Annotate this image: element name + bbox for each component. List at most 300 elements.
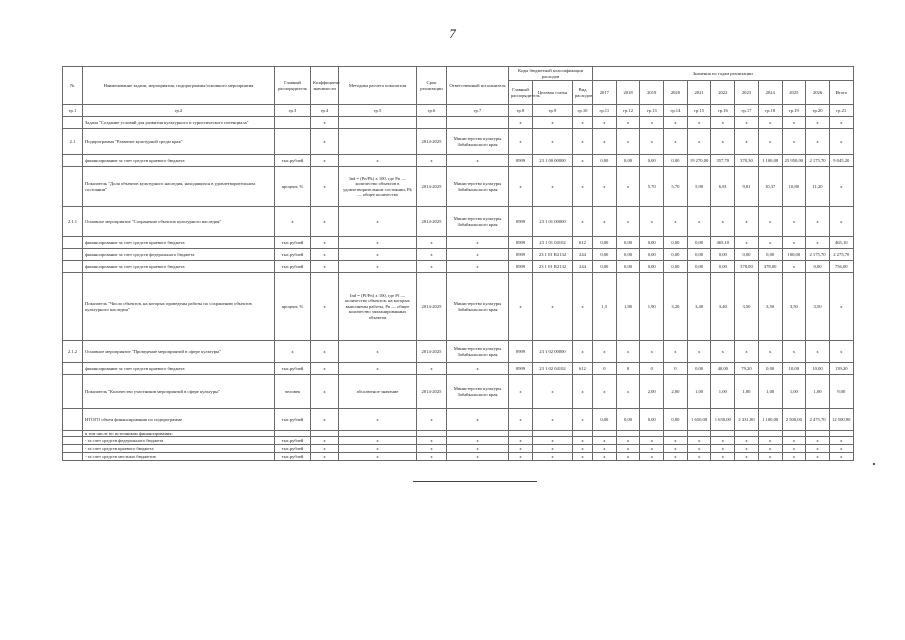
- row-value: x: [829, 341, 853, 363]
- row-value: x: [806, 207, 830, 237]
- row-num: [63, 375, 83, 409]
- row-value: x: [687, 207, 711, 237]
- row-num: [63, 261, 83, 273]
- row-value: 3,50: [758, 273, 782, 341]
- row-value: x: [758, 445, 782, 453]
- row-method: x: [339, 341, 417, 363]
- table-row: [63, 437, 854, 445]
- row-name: Показатель "Число объектов, на которых проведены работы по сохранению объектов культурного наследия": [83, 273, 275, 341]
- program-table: [62, 66, 854, 461]
- header-year: 2020: [664, 81, 688, 105]
- row-name: Задача "Создание условий для развития культурного и туристического потенциала": [83, 117, 275, 129]
- row-value: x: [829, 167, 853, 207]
- row-value: 0,00: [593, 249, 617, 261]
- row-value: 9,81: [735, 167, 759, 207]
- row-vr: x: [573, 409, 593, 431]
- row-exec: x: [447, 155, 509, 167]
- row-num: [63, 409, 83, 431]
- row-value: 3,40: [711, 273, 735, 341]
- row-method: x: [339, 363, 417, 375]
- row-value: x: [616, 117, 640, 129]
- row-value: 1,00: [758, 375, 782, 409]
- row-value: 1,5: [593, 273, 617, 341]
- row-value: x: [616, 437, 640, 445]
- header-year: 2017: [593, 81, 617, 105]
- row-coef: x: [311, 437, 339, 445]
- row-value: x: [735, 341, 759, 363]
- row-value: x: [806, 129, 830, 155]
- row-coef: x: [311, 453, 339, 461]
- column-number: гр.16: [711, 105, 735, 117]
- row-value: x: [664, 207, 688, 237]
- row-grbs: x: [509, 117, 533, 129]
- row-name: Показатель "Количество участников мероприятий в сфере культуры": [83, 375, 275, 409]
- row-vr: x: [573, 207, 593, 237]
- row-value: x: [711, 445, 735, 453]
- row-grbs: 0909: [509, 207, 533, 237]
- row-num: 2.1.2: [63, 341, 83, 363]
- row-value: 0,00: [711, 261, 735, 273]
- row-period: 2014-2025: [417, 129, 447, 155]
- row-period: 2014-2025: [417, 207, 447, 237]
- row-vr: 244: [573, 261, 593, 273]
- row-csr: 23 1 01 R2132: [533, 261, 573, 273]
- row-value: x: [735, 129, 759, 155]
- row-num: [63, 117, 83, 129]
- mark-dot: [873, 463, 875, 465]
- row-grbs: x: [509, 273, 533, 341]
- header-resp: Главный распорядитель: [275, 67, 311, 105]
- column-number: гр.12: [616, 105, 640, 117]
- row-value: x: [735, 237, 759, 249]
- row-value: x: [687, 437, 711, 445]
- row-csr: 23 1 01 04102: [533, 237, 573, 249]
- table-row: [63, 375, 854, 409]
- row-value: 0,00: [664, 409, 688, 431]
- row-value: 0,00: [687, 237, 711, 249]
- row-value: x: [616, 207, 640, 237]
- row-method: [339, 117, 417, 129]
- table-row: [63, 341, 854, 363]
- row-num: [63, 167, 83, 207]
- header-year: 2019: [640, 81, 664, 105]
- header-period: Срок реализации: [417, 67, 447, 105]
- row-value: x: [640, 341, 664, 363]
- row-value: x: [687, 453, 711, 461]
- row-vr: x: [573, 129, 593, 155]
- row-value: x: [806, 341, 830, 363]
- row-vr: x: [573, 117, 593, 129]
- row-value: 1 650,00: [711, 409, 735, 431]
- row-grbs: x: [509, 437, 533, 445]
- row-value: 9 045,20: [829, 155, 853, 167]
- row-value: 2,00: [640, 375, 664, 409]
- row-num: [63, 453, 83, 461]
- column-number: гр.13: [640, 105, 664, 117]
- row-value: 1,00: [735, 375, 759, 409]
- row-num: 2.1: [63, 129, 83, 155]
- row-value: x: [616, 375, 640, 409]
- header-codes: Коды бюджетной классификации расходов: [509, 67, 593, 81]
- row-name: финансирование за счет средств краевого бюджета: [83, 237, 275, 249]
- header-year: 2026: [806, 81, 830, 105]
- row-grbs: 0909: [509, 261, 533, 273]
- row-value: x: [735, 445, 759, 453]
- row-csr: 23 1 00 00000: [533, 155, 573, 167]
- row-exec: Министерство культуры Забайкальского края: [447, 207, 509, 237]
- row-value: 0,00: [664, 155, 688, 167]
- row-unit: тыс.рублей: [275, 445, 311, 453]
- row-value: x: [687, 117, 711, 129]
- row-unit: процент, %: [275, 273, 311, 341]
- row-value: 19 270,00: [687, 155, 711, 167]
- row-csr: 23 1 02 04102: [533, 363, 573, 375]
- row-value: x: [829, 273, 853, 341]
- row-csr: 23 1 01 R2132: [533, 249, 573, 261]
- row-vr: x: [573, 453, 593, 461]
- row-exec: x: [447, 249, 509, 261]
- column-number: гр.4: [311, 105, 339, 117]
- row-value: x: [829, 445, 853, 453]
- row-value: x: [687, 129, 711, 155]
- row-value: x: [640, 453, 664, 461]
- row-exec: [447, 117, 509, 129]
- row-vr: x: [573, 273, 593, 341]
- row-vr: x: [573, 341, 593, 363]
- row-unit: x: [275, 207, 311, 237]
- row-coef: x: [311, 167, 339, 207]
- row-value: 1 100,00: [758, 155, 782, 167]
- row-grbs: x: [509, 167, 533, 207]
- row-unit: тыс.рублей: [275, 437, 311, 445]
- row-unit: тыс.рублей: [275, 453, 311, 461]
- row-value: 0,00: [735, 249, 759, 261]
- row-value: 0,00: [711, 249, 735, 261]
- row-vr: x: [573, 445, 593, 453]
- row-exec: Министерство культуры Забайкальского края: [447, 167, 509, 207]
- header-year: 2018: [616, 81, 640, 105]
- row-coef: x: [311, 261, 339, 273]
- row-value: 0: [616, 363, 640, 375]
- row-num: [63, 155, 83, 167]
- row-value: x: [593, 437, 617, 445]
- row-method: x: [339, 237, 417, 249]
- row-value: x: [829, 453, 853, 461]
- row-value: 357,70: [711, 155, 735, 167]
- row-value: 1,00: [711, 375, 735, 409]
- header-csr: Целевая статья: [533, 81, 573, 105]
- row-method: x: [339, 437, 417, 445]
- row-exec: x: [447, 363, 509, 375]
- row-csr: x: [533, 129, 573, 155]
- row-num: [63, 445, 83, 453]
- row-num: [63, 237, 83, 249]
- table-row: [63, 167, 854, 207]
- row-value: x: [616, 453, 640, 461]
- row-coef: x: [311, 409, 339, 431]
- row-value: x: [758, 207, 782, 237]
- row-csr: x: [533, 167, 573, 207]
- row-value: 465,10: [829, 237, 853, 249]
- row-grbs: x: [509, 453, 533, 461]
- row-csr: x: [533, 437, 573, 445]
- row-value: 0,00: [593, 237, 617, 249]
- row-value: 0,00: [616, 249, 640, 261]
- row-value: 0,00: [758, 249, 782, 261]
- row-method: x: [339, 453, 417, 461]
- row-value: x: [829, 129, 853, 155]
- row-value: x: [735, 207, 759, 237]
- row-value: x: [829, 207, 853, 237]
- row-grbs: 0909: [509, 249, 533, 261]
- row-period: 2014-2025: [417, 341, 447, 363]
- row-value: x: [711, 117, 735, 129]
- header-year: Итого: [829, 81, 853, 105]
- row-value: x: [782, 117, 806, 129]
- row-grbs: x: [509, 409, 533, 431]
- row-grbs: x: [509, 375, 533, 409]
- row-value: x: [640, 445, 664, 453]
- row-coef: x: [311, 249, 339, 261]
- header-year: 2025: [782, 81, 806, 105]
- row-method: Ind = (Pn/Pk) x 100, где Pn — количество объектов в удовлетворительном состоянии, Pk — общее количество: [339, 167, 417, 207]
- row-name: Основное мероприятие "Проведение мероприятий в сфере культуры": [83, 341, 275, 363]
- row-value: x: [782, 261, 806, 273]
- row-csr: x: [533, 273, 573, 341]
- row-value: x: [616, 167, 640, 207]
- row-name: - за счет средств краевого бюджета: [83, 445, 275, 453]
- row-name: финансирование за счет средств краевого бюджета: [83, 155, 275, 167]
- row-value: 25 950,00: [782, 155, 806, 167]
- header-year: 2021: [687, 81, 711, 105]
- row-coef: x: [311, 363, 339, 375]
- row-period: x: [417, 363, 447, 375]
- row-period: x: [417, 249, 447, 261]
- row-value: x: [782, 129, 806, 155]
- row-vr: x: [573, 375, 593, 409]
- row-value: 370,30: [735, 155, 759, 167]
- row-value: x: [664, 117, 688, 129]
- row-value: x: [711, 341, 735, 363]
- row-coef: x: [311, 117, 339, 129]
- row-name: Основное мероприятие "Сохранение объектов культурного наследия": [83, 207, 275, 237]
- row-value: x: [640, 207, 664, 237]
- column-number: гр.9: [533, 105, 573, 117]
- row-period: [417, 117, 447, 129]
- row-vr: x: [573, 437, 593, 445]
- column-number: гр.7: [447, 105, 509, 117]
- row-value: x: [664, 437, 688, 445]
- row-grbs: 0909: [509, 341, 533, 363]
- table-row: [63, 117, 854, 129]
- row-value: x: [593, 167, 617, 207]
- row-csr: x: [533, 453, 573, 461]
- row-num: [63, 437, 83, 445]
- row-value: 9,00: [829, 375, 853, 409]
- table-row: [63, 249, 854, 261]
- row-value: 0,00: [593, 155, 617, 167]
- row-method: x: [339, 409, 417, 431]
- row-value: 6,81: [711, 167, 735, 207]
- row-value: x: [616, 129, 640, 155]
- header-year: 2024: [758, 81, 782, 105]
- row-value: x: [593, 207, 617, 237]
- row-coef: x: [311, 445, 339, 453]
- row-value: 0: [593, 363, 617, 375]
- row-value: x: [593, 375, 617, 409]
- row-value: x: [758, 237, 782, 249]
- row-vr: 612: [573, 237, 593, 249]
- row-value: 756,00: [829, 261, 853, 273]
- row-unit: x: [275, 341, 311, 363]
- row-value: 0,00: [616, 155, 640, 167]
- row-value: x: [664, 341, 688, 363]
- row-value: x: [735, 117, 759, 129]
- column-number: гр.15: [687, 105, 711, 117]
- row-value: 139,20: [829, 363, 853, 375]
- row-value: 3,20: [664, 273, 688, 341]
- row-value: 0,00: [758, 363, 782, 375]
- row-unit: тыс.рублей: [275, 237, 311, 249]
- table-row: [63, 237, 854, 249]
- row-method: x: [339, 207, 417, 237]
- column-number: гр.21: [829, 105, 853, 117]
- row-method: [339, 129, 417, 155]
- row-value: x: [593, 129, 617, 155]
- row-value: x: [782, 445, 806, 453]
- row-value: x: [711, 437, 735, 445]
- row-value: x: [711, 453, 735, 461]
- row-period: x: [417, 453, 447, 461]
- row-unit: тыс.рублей: [275, 409, 311, 431]
- column-number: гр.5: [339, 105, 417, 117]
- row-name: ИТОГО объем финансирования по подпрограмме: [83, 409, 275, 431]
- row-value: 1 650,00: [687, 409, 711, 431]
- table-row: [63, 207, 854, 237]
- row-value: x: [711, 129, 735, 155]
- row-coef: x: [311, 129, 339, 155]
- row-value: 0: [640, 363, 664, 375]
- row-coef: x: [311, 375, 339, 409]
- row-value: 1,00: [687, 375, 711, 409]
- row-value: 2 475,70: [806, 409, 830, 431]
- row-method: x: [339, 155, 417, 167]
- row-value: 3,40: [687, 273, 711, 341]
- row-unit: процент, %: [275, 167, 311, 207]
- row-value: x: [806, 437, 830, 445]
- row-value: 10,00: [782, 363, 806, 375]
- row-exec: x: [447, 453, 509, 461]
- row-value: 2 331,00: [735, 409, 759, 431]
- row-value: 0,00: [640, 249, 664, 261]
- row-name: Показатель "Доля объектов культурного наследия, находящихся в удовлетворительном состоянии": [83, 167, 275, 207]
- row-vr: 244: [573, 249, 593, 261]
- row-csr: x: [533, 375, 573, 409]
- header-method: Методика расчета показателя: [339, 67, 417, 105]
- row-name: - за счет средств федерального бюджета: [83, 437, 275, 445]
- row-exec: Министерство культуры Забайкальского края: [447, 341, 509, 363]
- column-number: гр.2: [83, 105, 275, 117]
- row-exec: x: [447, 261, 509, 273]
- column-number: гр.20: [806, 105, 830, 117]
- row-value: 2 175,70: [806, 155, 830, 167]
- table-row: [63, 261, 854, 273]
- row-value: 12 500,90: [829, 409, 853, 431]
- row-value: 1,80: [616, 273, 640, 341]
- row-value: 10,00: [806, 363, 830, 375]
- row-value: x: [829, 437, 853, 445]
- row-value: x: [593, 445, 617, 453]
- row-value: x: [664, 453, 688, 461]
- column-number: гр.3: [275, 105, 311, 117]
- row-period: x: [417, 437, 447, 445]
- row-period: x: [417, 237, 447, 249]
- row-exec: Министерство культуры Забайкальского края: [447, 129, 509, 155]
- row-csr: x: [533, 117, 573, 129]
- row-name: финансирование за счет средств краевого бюджета: [83, 363, 275, 375]
- table-row: [63, 453, 854, 461]
- table-row: [63, 409, 854, 431]
- footer-rule: [413, 481, 537, 482]
- row-value: 0,00: [687, 363, 711, 375]
- row-method: x: [339, 249, 417, 261]
- row-value: x: [782, 207, 806, 237]
- row-grbs: x: [509, 445, 533, 453]
- header-year: 2022: [711, 81, 735, 105]
- row-value: 0,00: [640, 237, 664, 249]
- row-value: x: [782, 341, 806, 363]
- table-row: [63, 129, 854, 155]
- row-value: x: [687, 341, 711, 363]
- row-grbs: x: [509, 129, 533, 155]
- row-value: 11,20: [806, 167, 830, 207]
- row-value: x: [735, 453, 759, 461]
- row-value: x: [616, 341, 640, 363]
- row-value: 10,80: [782, 167, 806, 207]
- row-value: x: [593, 453, 617, 461]
- row-grbs: 0909: [509, 237, 533, 249]
- row-value: 100,00: [782, 249, 806, 261]
- row-period: 2014-2025: [417, 273, 447, 341]
- row-value: 0,00: [664, 261, 688, 273]
- row-exec: Министерство культуры Забайкальского края: [447, 273, 509, 341]
- row-unit: тыс.рублей: [275, 155, 311, 167]
- row-csr: 23 1 02 00000: [533, 341, 573, 363]
- column-number: гр.17: [735, 105, 759, 117]
- row-value: 10,37: [758, 167, 782, 207]
- row-unit: тыс.рублей: [275, 363, 311, 375]
- row-value: 2 175,70: [806, 249, 830, 261]
- row-value: x: [758, 129, 782, 155]
- row-value: x: [664, 445, 688, 453]
- row-value: x: [640, 437, 664, 445]
- row-value: 3,50: [735, 273, 759, 341]
- row-value: 0,00: [640, 155, 664, 167]
- row-num: [63, 363, 83, 375]
- column-number: гр.10: [573, 105, 593, 117]
- row-period: 2014-2025: [417, 167, 447, 207]
- row-num: [63, 273, 83, 341]
- table-row: [63, 155, 854, 167]
- row-value: x: [806, 453, 830, 461]
- row-coef: x: [311, 273, 339, 341]
- row-value: 0,00: [593, 261, 617, 273]
- row-value: 378,00: [735, 261, 759, 273]
- row-unit: тыс.рублей: [275, 249, 311, 261]
- row-vr: x: [573, 155, 593, 167]
- row-value: 40,00: [711, 363, 735, 375]
- row-num: [63, 249, 83, 261]
